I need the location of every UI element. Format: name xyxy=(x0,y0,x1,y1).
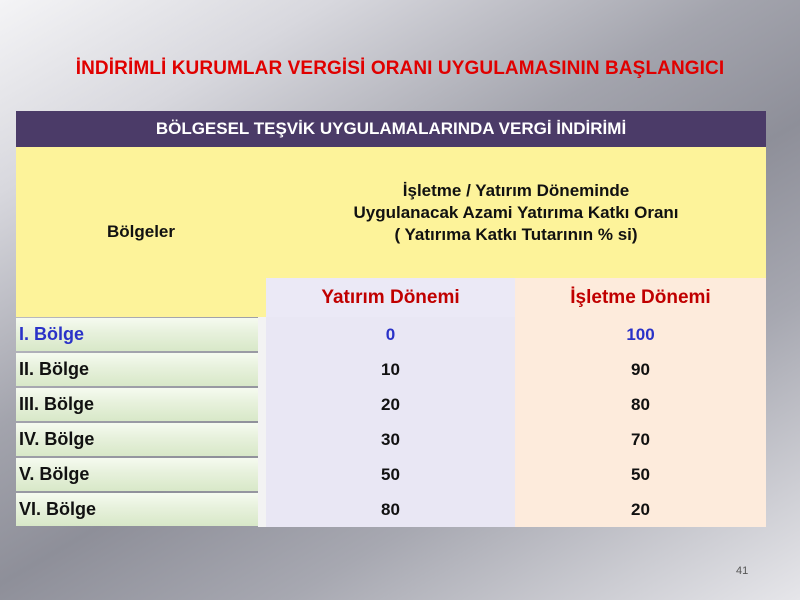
table-row xyxy=(16,352,766,387)
slide-title: İNDİRİMLİ KURUMLAR VERGİSİ ORANI UYGULAMASININ BAŞLANGICI xyxy=(75,58,725,79)
regions-header xyxy=(16,147,266,317)
operation-value: 70 xyxy=(631,429,650,449)
region-label: III. Bölge xyxy=(16,388,258,421)
page-number: 41 xyxy=(736,565,749,577)
table-row xyxy=(16,387,766,422)
operation-value: 90 xyxy=(631,359,650,379)
table-row xyxy=(16,422,766,457)
investment-value: 0 xyxy=(385,324,396,344)
rate-header-line: İşletme / Yatırım Döneminde xyxy=(402,180,630,200)
region-label: VI. Bölge xyxy=(16,493,258,526)
operation-value: 80 xyxy=(631,394,650,414)
table-row xyxy=(16,492,766,527)
operation-value: 20 xyxy=(631,499,650,519)
rate-header xyxy=(266,147,766,278)
investment-value: 20 xyxy=(381,394,400,414)
operation-value: 50 xyxy=(631,464,650,484)
investment-value: 80 xyxy=(381,499,400,519)
region-label: II. Bölge xyxy=(16,353,258,386)
rate-header-line: Uygulanacak Azami Yatırıma Katkı Oranı xyxy=(353,202,679,222)
table-row xyxy=(16,457,766,492)
region-label: IV. Bölge xyxy=(16,423,258,456)
investment-value: 10 xyxy=(381,359,400,379)
incentive-table xyxy=(16,111,766,527)
investment-value: 30 xyxy=(381,429,400,449)
region-label: I. Bölge xyxy=(16,318,258,351)
investment-value: 50 xyxy=(381,464,400,484)
table-row xyxy=(16,317,766,352)
operation-value: 100 xyxy=(626,324,655,344)
region-label: V. Bölge xyxy=(16,458,258,491)
operation-period-header: İşletme Dönemi xyxy=(515,278,766,317)
regions-header-label: Bölgeler xyxy=(106,222,176,241)
table-header: BÖLGESEL TEŞVİK UYGULAMALARINDA VERGİ İNDİRİMİ xyxy=(16,111,766,147)
rate-header-line: ( Yatırıma Katkı Tutarının % si) xyxy=(394,224,638,244)
investment-period-header: Yatırım Dönemi xyxy=(266,278,515,317)
